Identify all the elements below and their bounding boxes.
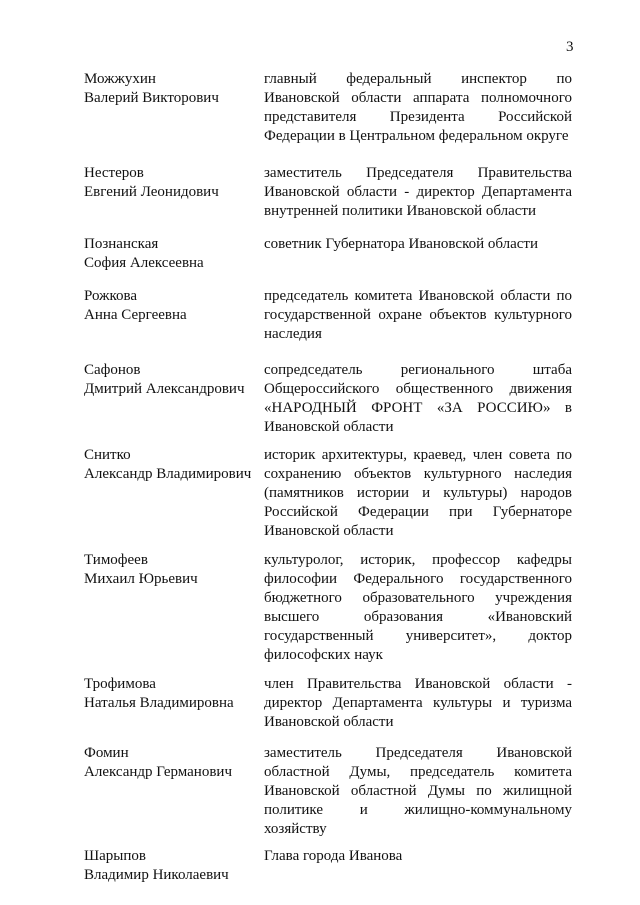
member-role: сопредседатель регионального штаба Общероссийского общественного движения «НАРОДНЫЙ ФРОНТ «ЗА РОССИЮ» в Ивановской области	[264, 362, 572, 435]
list-item	[84, 744, 572, 847]
member-role: советник Губернатора Ивановской области	[264, 236, 539, 252]
member-surname: Познанская	[84, 236, 159, 252]
member-given-names: Александр Владимирович	[84, 466, 252, 482]
member-surname: Рожкова	[84, 288, 138, 304]
member-name	[84, 70, 254, 108]
member-name	[84, 847, 254, 885]
member-role: заместитель Председателя Правительства Ивановской области - директор Департамента внутренней политики Ивановской области	[264, 165, 572, 219]
member-surname: Нестеров	[84, 165, 144, 181]
member-role: историк архитектуры, краевед, член совета по сохранению объектов культурного наследия (памятников истории и культуры) народов Российской Федерации при Губернаторе Ивановской области	[264, 447, 572, 539]
member-list	[84, 70, 572, 891]
member-role: главный федеральный инспектор по Ивановской области аппарата полномочного представителя Президента Российской Федерации в Центральном федеральном округе	[264, 71, 572, 144]
member-given-names: Наталья Владимировна	[84, 695, 234, 711]
member-surname: Трофимова	[84, 676, 156, 692]
member-surname: Шарыпов	[84, 848, 146, 864]
list-item	[84, 287, 572, 361]
member-surname: Сафонов	[84, 362, 141, 378]
member-name	[84, 446, 254, 484]
member-name	[84, 744, 254, 782]
member-name	[84, 235, 254, 273]
list-item	[84, 164, 572, 235]
member-given-names: Владимир Николаевич	[84, 867, 229, 883]
member-name	[84, 361, 254, 399]
member-role: заместитель Председателя Ивановской областной Думы, председатель комитета Ивановской областной Думы по жилищной политике и жилищно-коммунальному хозяйству	[264, 745, 572, 837]
member-given-names: София Алексеевна	[84, 255, 204, 271]
member-surname: Снитко	[84, 447, 131, 463]
member-given-names: Дмитрий Александрович	[84, 381, 245, 397]
member-given-names: Валерий Викторович	[84, 90, 219, 106]
list-item	[84, 70, 572, 164]
member-given-names: Михаил Юрьевич	[84, 571, 198, 587]
member-role: Глава города Иванова	[264, 848, 403, 864]
list-item	[84, 361, 572, 446]
member-given-names: Александр Германович	[84, 764, 232, 780]
list-item	[84, 235, 572, 287]
member-surname: Фомин	[84, 745, 129, 761]
member-surname: Тимофеев	[84, 552, 148, 568]
member-name	[84, 164, 254, 202]
member-name	[84, 551, 254, 589]
member-given-names: Анна Сергеевна	[84, 307, 187, 323]
member-surname: Можжухин	[84, 71, 156, 87]
member-given-names: Евгений Леонидович	[84, 184, 219, 200]
member-role: член Правительства Ивановской области - директор Департамента культуры и туризма Ивановской области	[264, 676, 572, 730]
member-name	[84, 287, 254, 325]
list-item	[84, 551, 572, 675]
page-number: 3	[566, 39, 574, 55]
list-item	[84, 675, 572, 744]
list-item	[84, 446, 572, 551]
member-name	[84, 675, 254, 713]
list-item	[84, 847, 572, 891]
member-role: председатель комитета Ивановской области по государственной охране объектов культурного наследия	[264, 288, 572, 342]
member-role: культуролог, историк, профессор кафедры философии Федерального государственного бюджетного образовательного учреждения высшего образования «Ивановский государственный университет», доктор философских наук	[264, 552, 572, 663]
